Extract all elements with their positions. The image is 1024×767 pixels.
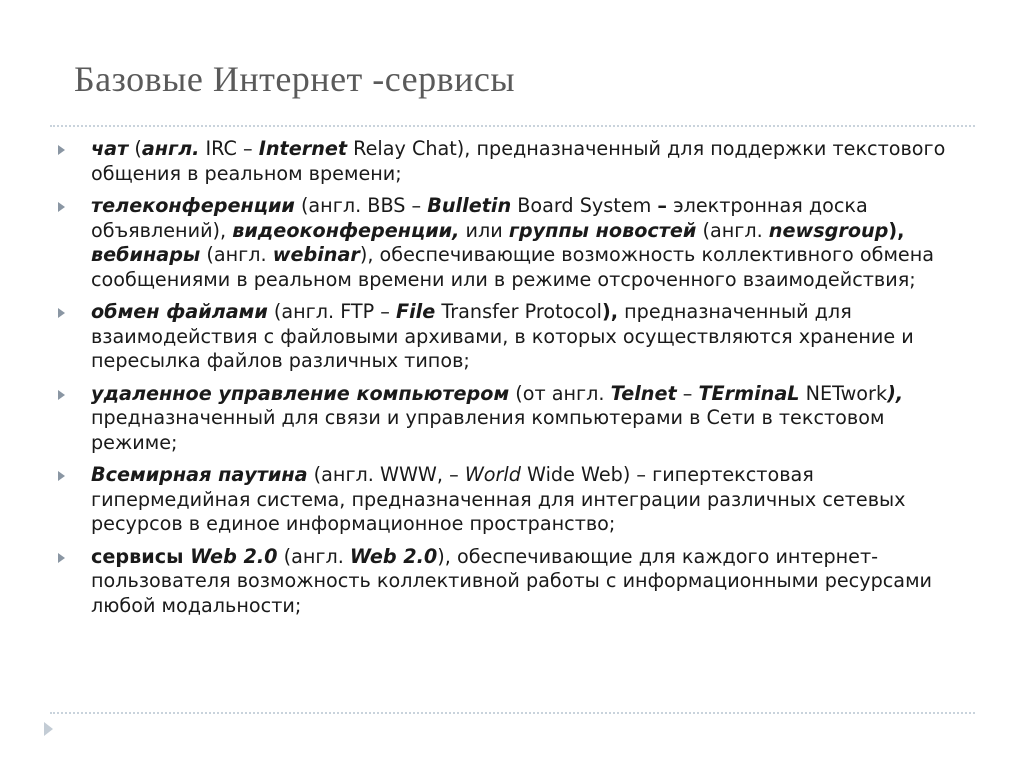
text: ), — [601, 300, 619, 323]
text: World — [464, 463, 521, 486]
list-item-chat — [56, 137, 976, 186]
text: Web 2.0 — [349, 544, 438, 568]
term-file-exchange: обмен файлами — [91, 300, 268, 323]
text: предназначенный для взаимодействия с файловыми архивами, в которых осуществляются хранение и пересылка файлов различных типов; — [91, 300, 914, 372]
text: видеоконференции, — [232, 218, 460, 242]
triangle-bullet-icon — [58, 553, 65, 563]
text: Internet — [258, 137, 348, 160]
text: ), — [888, 218, 905, 242]
title-divider — [50, 125, 975, 127]
triangle-nav-icon — [44, 722, 53, 736]
list-item-web20 — [56, 545, 976, 619]
term-teleconferences: телеконференции — [91, 194, 295, 217]
term-web20-services: сервисы — [91, 544, 191, 568]
text: (от англ. — [509, 381, 611, 405]
text: ), обеспечивающие для каждого интернет-пользователя возможность коллективной работы с информационными ресурсами любой модальности; — [91, 544, 933, 617]
text: ), обеспечивающие возможность коллективного обмена сообщениями в реальном времени или в режиме отсроченного взаимодействия; — [91, 243, 935, 291]
triangle-bullet-icon — [58, 308, 65, 318]
text: Bulletin — [427, 194, 512, 217]
list-item-file-exchange — [56, 300, 976, 374]
text: (англ. BBS – — [294, 194, 428, 217]
text: – — [657, 194, 667, 217]
text: webinar — [272, 243, 360, 266]
text: Board System — [511, 194, 658, 217]
text: Wide Web) – гипертекстовая гипермедийная система, предназначенная для интеграции различных сетевых ресурсов в единое информационное пространство; — [91, 463, 906, 535]
text: TErminaL — [698, 381, 800, 405]
list-item-teleconferences — [56, 194, 976, 292]
triangle-bullet-icon — [58, 202, 65, 212]
text: Telnet — [610, 381, 677, 405]
text: (англ. — [200, 243, 273, 266]
triangle-bullet-icon — [58, 145, 65, 155]
text: File — [396, 300, 436, 323]
triangle-bullet-icon — [58, 390, 65, 400]
text: вебинары — [91, 243, 201, 266]
text: (англ. WWW, – — [307, 463, 465, 486]
triangle-bullet-icon — [58, 471, 65, 481]
text: (англ. FTP – — [267, 300, 396, 323]
text: IRC – — [199, 137, 259, 160]
text: Relay Chat), предназначенный для поддержки текстового общения в реальном времени; — [91, 137, 946, 185]
text: англ. — [141, 137, 200, 160]
text: (англ. — [277, 544, 350, 568]
text: или — [459, 218, 509, 242]
term-remote-control: удаленное управление компьютером — [91, 381, 510, 405]
text: ), — [887, 381, 904, 405]
text: – — [676, 381, 699, 405]
text: newsgroup — [768, 218, 889, 242]
text: группы новостей — [508, 218, 697, 242]
term-chat: чат — [91, 137, 129, 160]
text: Web 2.0 — [190, 544, 278, 568]
service-list — [56, 137, 976, 626]
text: электронная доска объявлений), — [91, 194, 868, 242]
list-item-remote-control — [56, 382, 976, 456]
text: (англ. — [696, 218, 769, 242]
slide-title: Базовые Интернет -сервисы — [74, 59, 516, 99]
text: предназначенный для связи и управления компьютерами в Сети в текстовом режиме; — [91, 406, 885, 454]
text: Transfer Protocol — [435, 300, 602, 323]
list-item-www — [56, 463, 976, 537]
term-www: Всемирная паутина — [91, 463, 308, 486]
text: ( — [128, 137, 142, 160]
footer-divider — [50, 712, 975, 714]
text: NETwork — [799, 381, 888, 405]
